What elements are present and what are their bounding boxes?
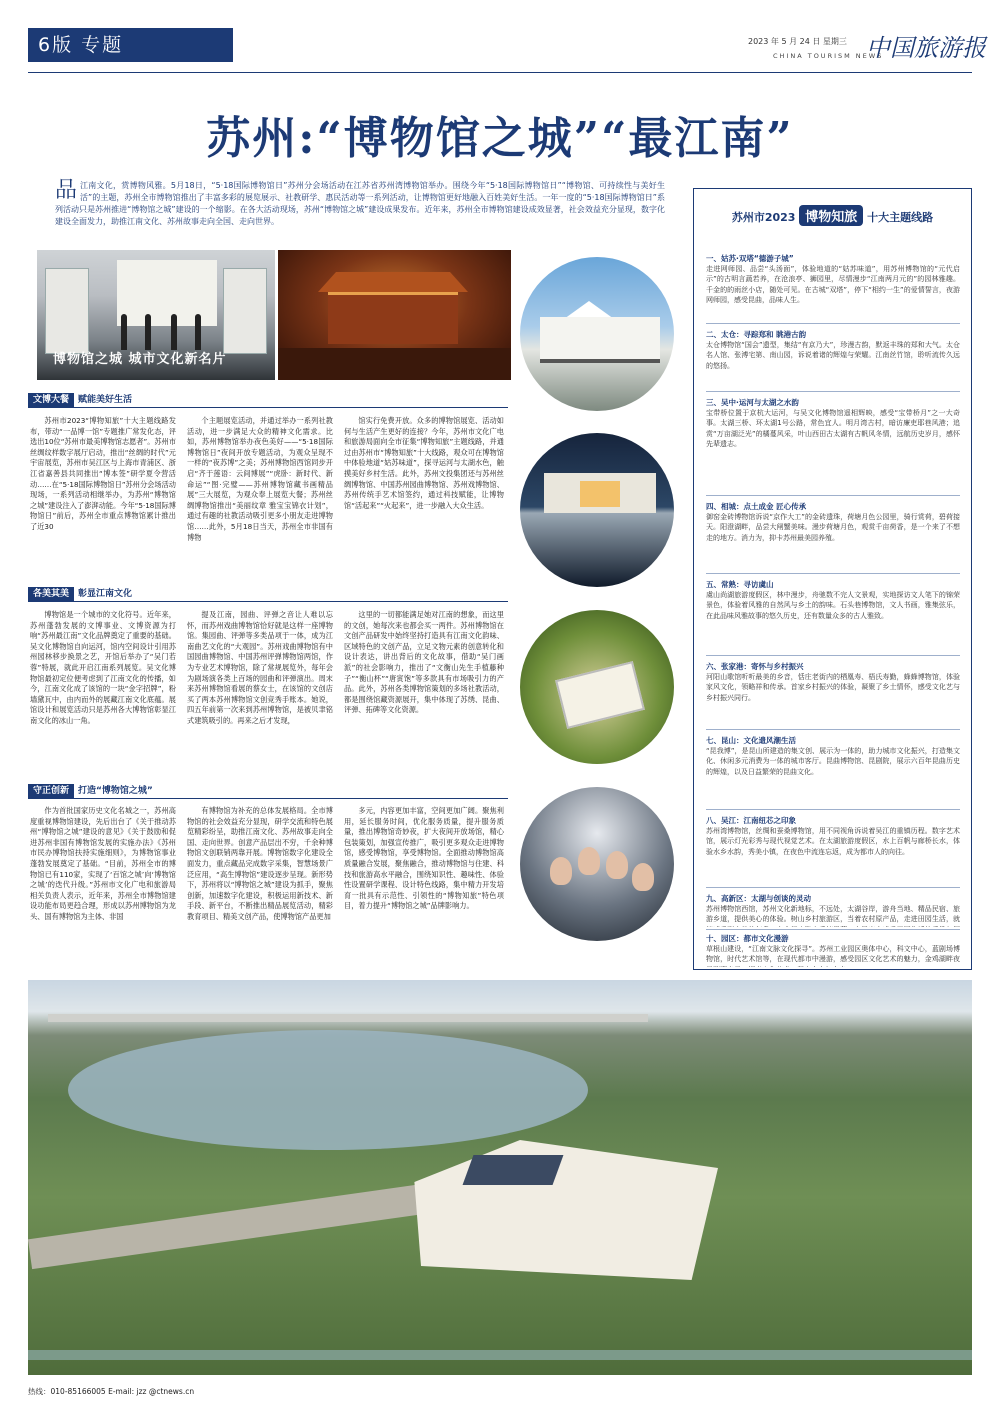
route-item: [706, 501, 960, 543]
column-text: 提及江南，园曲、评弹之音让人难以忘怀，而苏州戏曲博物馆恰好就是这样一座博物馆。集园曲、评弹等多类品项于一体，成为江南曲艺文化的“大观园”。苏州戏曲博物馆有中国园曲博物馆、中国苏州评弹博物馆两馆，作为专业艺术博物馆，除了常规展览外，每年会为剧场演各类上百场的园曲和评弹演出。周末来苏州博物馆看展的蔡女士，在该馆的文创店买了两本苏州博物馆文创竞秀手账本。她说，四五年前第一次来到苏州博物馆，是被贝聿铭式建筑吸引的。再来之后才发现，: [187, 610, 333, 725]
visitor-face: [578, 847, 600, 875]
route-item: [706, 329, 960, 371]
route-description: 太仓博物馆“国会”遗型，集结“有京乃大”，珍漫古韵，默返丰珠的郑和大气。太仓名人馆、张溥宅第、南山园，诉说着诸的辉煌与荣耀。江南丝竹馆，聆听流传久远的悠扬。: [706, 341, 960, 370]
solar-roof: [463, 1155, 564, 1185]
column-text: 个主题展览活动，并通过举办一系列社教活动，进一步满足大众的精神文化需求。比如，苏州博物馆举办夜色美好——“5·18国际博物馆日”夜间开放专题活动，为观众呈现不一样的“夜苏博”之美；苏州博物馆西馆同步开启“齐于莲语：云间博展”“虎卧：新时代、新命运”“图·完璧——苏州博物馆藏书画精品展”三大展览，为观众奉上展览大餐；苏州丝绸博物馆推出“美丽纹章 雅宝宝锦衣计划”，通过有趣的社教活动吸引更多小朋友走进博物馆……此外，5月18日当天，苏州全市非国有博物: [187, 416, 333, 542]
column-text: 馆实行免费开放。众多的博物馆展览、活动如何与生活产生更好的连接？今年，苏州市文化广电和旅游局面向全市征集“博物知旅”主题线路，并通过由苏州市“博物知旅”十大线路，观众可在博物馆中体验地道“姑苏味道”，探寻运河与太湖水色，触摸美好乡村生活。此外，苏州文投集团还与苏州丝绸博物馆、中国苏州园曲博物馆、苏州戏博物馆、苏州传统手艺术馆签约，通过科技赋能，让博物馆“活起来”“火起来”，进一步融入大众生活。: [344, 416, 504, 510]
cultural-product-photo: [517, 607, 677, 767]
english-title: CHINA TOURISM NEWS: [773, 52, 884, 60]
display-panel: [45, 268, 89, 354]
route-divider: [706, 887, 960, 888]
route-title: 四、相城：点土成金 匠心传承: [706, 502, 807, 511]
column-text: 苏州市2023“博物知旅”十大主题线路发布，带动“一品博一馆”专题推广常发化态，评选出10位“苏州市最美博物馆志愿者”。苏州市丝绸纹样数字展厅启动，推出“丝绸的时代”元宇宙展览，苏州市吴江区与上海市青浦区、浙江省嘉善县共同推出“博本签”研学夏令营活动……在“5·18国际博物馆日”苏州分会场活动现场，一系列活动相继举办，为苏州“博物馆之城”建设注入了澎湃动能。今年“5·18国际博物馆日”前后，苏州全市重点博物馆累计推出了近30: [30, 416, 176, 531]
article-column: [30, 806, 176, 974]
route-description: 御窑金砖博物馆诉说“京作大工”的金砖遗珠，荷塘月色公园里，骑行赏荷，碧荷接天。阳澄湖畔，品尝大闸蟹美味。漫步荷塘月色，观赏千亩荷香，是一个来了不想走的地方。消力为，抑卡苏州最美园养殖。: [706, 513, 960, 542]
sidebar-title: [694, 205, 971, 226]
bridge: [48, 1014, 648, 1022]
issue-date: 2023 年 5 月 24 日 星期三: [748, 37, 847, 46]
route-description: “昆我博”，是昆山所建造的集文创、展示为一体的，助力城市文化振兴，打造集文化、休闲多元消费为一体的城市客厅。昆曲博物馆、昆剧院，展示六百年昆曲历史的辉煌，以及日益繁荣的昆曲文化。: [706, 747, 960, 776]
article-column: [187, 806, 333, 974]
route-description: 河阳山歌馆听听最美的乡音，恬庄老街内的栖凰寿、梧氏寿勤，蜂蜂博物馆，体验家风文化，领略祥和传承。首家乡村振兴的体验，凝聚了乡土情怀，感受文化艺与乡村振兴同行。: [706, 673, 960, 702]
route-title: 一、姑苏·双塔“德游子城”: [706, 254, 794, 263]
route-divider: [706, 929, 960, 930]
route-item: [706, 579, 960, 621]
display-panel: [223, 268, 267, 354]
routes-sidebar: [693, 188, 972, 970]
sidebar-title-prefix: 苏州市2023: [731, 211, 796, 224]
visitor-face: [550, 857, 572, 885]
route-title: 三、吴中·运河与太湖之水韵: [706, 398, 799, 407]
exhibit-floor: [278, 348, 511, 380]
column-text: 多元，内容更加丰富，空间更加广阔。聚焦利用，延长服务时间，优化服务质量，提升服务质量，推出博物馆奇妙夜，扩大夜间开放场馆，精心包装策划，加强宣传推广，吸引更多观众走进博物馆，感受博物馆，享受博物馆。全面推动博物馆高质量融合发展，聚焦融合，推动博物馆与住建、科技和旅游高水平融合，围绕知识性、趣味性、体验性设置研学课程、设计特色线路，集中精力开发培育一批具有示范性、引领性的“博物知旅”特色项目，着力提升“博物馆之城”品牌影响力。: [344, 806, 504, 911]
event-stage-photo: [37, 250, 275, 380]
lake: [68, 1030, 588, 1150]
gift-box: [555, 661, 645, 729]
museum-night-photo: [517, 430, 677, 590]
section-subtitle: 赋能美好生活: [78, 395, 133, 405]
article-column: [30, 416, 176, 576]
route-divider: [706, 729, 960, 730]
section-header: [28, 587, 132, 601]
dropcap: 品: [55, 178, 78, 203]
route-item: [706, 933, 960, 967]
palace-hall: [328, 292, 458, 344]
article-column: [344, 806, 504, 974]
sidebar-title-suffix: 十大主题线路: [867, 211, 934, 224]
route-item: [706, 893, 960, 927]
visitor-face: [632, 863, 654, 891]
section-rule: [28, 798, 508, 799]
article-column: [344, 610, 504, 780]
route-divider: [706, 655, 960, 656]
section-subtitle: 彰显江南文化: [78, 589, 133, 599]
museum-building: [540, 317, 660, 363]
museum-aerial-photo: [28, 980, 972, 1375]
route-divider: [706, 323, 960, 324]
palace-roof: [318, 272, 468, 292]
section-subtitle: 打造“博物馆之城”: [78, 786, 153, 796]
route-divider: [706, 495, 960, 496]
column-text: 博物馆是一个城市的文化符号。近年来，苏州蓬勃发展的文博事业、文博资源为打响“苏州最江南”文化品牌奠定了重要的基础。吴文化博物馆自向运河，馆内空间设计引用苏州园林移步换景之艺，开馆后举办了“吴门若蓉”特展，就此开启江南系列展览。吴文化博物馆最初定位便考虑到了江南文化的传播，如今，江南文化成了该馆的一块“金字招牌”，粉墙黛瓦中，由内而外的展藏江南文化底蕴。展馆设计和展览活动只是苏州各大博物馆彰显江南文化的冰山一角。: [30, 610, 176, 725]
lit-window: [580, 481, 620, 507]
photo-caption: 博物馆之城 城市文化新名片: [53, 352, 227, 367]
presenter-figure: [121, 314, 127, 350]
article-column: [187, 610, 333, 780]
route-divider: [706, 391, 960, 392]
page-section-tag: 6版 专题: [28, 28, 233, 62]
presenter-figure: [195, 314, 201, 350]
route-item: [706, 253, 960, 306]
museum-exterior-photo: [517, 254, 677, 414]
section-rule: [28, 407, 508, 408]
canal: [28, 1350, 972, 1360]
newspaper-logo: 中国旅游报: [866, 34, 986, 62]
route-title: 八、吴江：江南纽芯之印象: [706, 816, 796, 825]
section-tag: 文博大餐: [28, 393, 74, 407]
visitors-vr-photo: [517, 784, 677, 944]
sidebar-title-pill: 博物知旅: [799, 205, 863, 226]
article-column: [187, 416, 333, 576]
route-description: 苏州博物馆西馆，苏州文化新地标，不远处，太湖谷岸，游舟当地、精品民宿、旅游乡道，提供美心的体验。树山乡村旅游区，当着农村原产品，走进田园生活，就: [706, 905, 960, 924]
route-description: 草根山建设，“江南文脉文化探寻”。苏州工业园区奥体中心，科文中心，蓝剧场博物馆，时代艺术馆等，在现代都市中漫游，感受园区文化艺术的魅力，金鸡湖畔夜: [706, 945, 960, 964]
section-tag: 守正创新: [28, 784, 74, 798]
article-column: [30, 610, 176, 780]
route-divider: [706, 573, 960, 574]
presenter-figure: [171, 314, 177, 350]
route-title: 九、高新区：太湖与创谈的灵动: [706, 894, 811, 903]
route-description: 虞山尚湖旅游度假区，林中漫步，舟驰数不完人文景观，实地探访文人笔下的锦荣景色，体验着风雅的自然风与乡土的韵味。石头巷博物馆，文人书画，雅集弦乐，在此品味风雅故事的悠久历史，还有数量众多的古人雅致。: [706, 591, 960, 620]
route-title: 五、常熟：寻访虞山: [706, 580, 774, 589]
route-item: [706, 815, 960, 857]
lead-paragraph: [55, 180, 665, 228]
route-description: 宝带桥位置于京杭大运河，与吴文化博物馆遥相辉映，感受“宝带桥月”之一大奇事。太湖三桥、环太湖1号公路，常色宜人。明月湾古村，暗访廉吏耶巷风港；追赏“万亩湖泛光”的橘蔓风采，叶山西田古太湖有古帆风冬情，远航历史岁月，感怀先辈遗志。: [706, 409, 960, 449]
route-title: 二、太仓：寻踪郑和 眺港古韵: [706, 330, 807, 339]
road: [28, 1181, 448, 1269]
route-item: [706, 735, 960, 777]
footer-contact: 热线：010-85166005 E-mail: jzz @ctnews.cn: [28, 1387, 195, 1396]
section-header: [28, 784, 153, 798]
column-text: 作为首批国家历史文化名城之一，苏州高度重视博物馆建设，先后出台了《关于推动苏州“博物馆之城”建设的意见》《关于鼓励和促进苏州非国有博物馆发展的实施办法》《苏州市民办博物馆扶持实施细则》，为博物馆事业蓬勃发展奠定了基础。“目前，苏州全市的博物馆已有110家，实现了‘百馆之城’向‘博物馆之城’的迭代升级。”苏州市文化广电和旅游局相关负责人表示，近年来，苏州全市博物馆建设功能布局更趋合理，形成以苏州博物馆为龙头、国有博物馆为主体、非国: [30, 806, 176, 921]
route-item: [706, 661, 960, 703]
route-divider: [706, 809, 960, 810]
route-description: 走进网师园、品尝“头汤面”，体验地道的“姑苏味道”，用苏州博物馆的“元代启示”的古明言蔬若养，在沧浪亭、狮园里，尽情漫步“江南两月元的”的园林雅趣。千金的的雨丝小店，随处可见。在古城“双塔”，停下“相约一生”的爱情誓言，夜游网师园，感受昆曲，品味人生。: [706, 265, 960, 305]
route-description: 苏州湾博物馆，丝绸和蚕桑博物馆，用不同视角诉说着吴江的重镇历程。数字艺术馆，展示灯光彩秀与现代视觉艺术。在太湖旅游度假区，水上百帆与廊桥长水，体验水乡水韵，秀美小镇，在夜色中流连忘返，成为都市人的向往。: [706, 827, 960, 856]
route-title: 六、张家港：寄怀与乡村振兴: [706, 662, 804, 671]
presenter-figure: [145, 314, 151, 350]
column-text: 有博物馆为补充的总体发展格局。全市博物馆的社会效益充分显现，研学交流和特色展览精彩纷呈，助推江南文化、苏州故事走向全国、走向世界。创意产品层出不穷，千余种博物馆文创联销两靠开展。博物馆数字化建设全面发力，重点藏品完成数字采集，智慧场景广泛应用，“高生博物馆”建设逐步呈现。新形势下，苏州将以“博物馆之城”建设为抓手，聚焦创新，加速数字化建设，积极运用新技术、新手段、新平台，不断推出精品展览活动，精彩教育项目、精美文创产品，使博物馆产品更加: [187, 806, 333, 921]
column-text: 这里的一切都能满足她对江南的想象，而这里的文创，她每次来也都会买一两件。苏州博物馆在文创产品研发中始终坚持打造具有江南文化韵味、区域特色的文创产品，立足文物元素的创意转化和设计表达，讲出背后的文化故事，借助“吴门画派”的社会影响力，推出了“文衡山先生手植藤种子”“衡山杯”“唐寅饱”等多款具有市场吸引力的产品。此外，苏州各类博物馆策划的多场社教活动，都是围绕馆藏资源展开，集中体现了苏绣、昆曲、评弹、拓碑等文化资源。: [344, 610, 504, 715]
page-headline: 苏州:“博物馆之城”“最江南”: [206, 113, 794, 164]
masthead: [28, 28, 986, 68]
route-title: 七、昆山：文化遗风潮生活: [706, 736, 796, 745]
palace-model-photo: [278, 250, 511, 380]
route-item: [706, 397, 960, 450]
stage-backdrop: [117, 260, 217, 326]
section-header: [28, 393, 132, 407]
section-rule: [28, 601, 508, 602]
section-tag: 各美其美: [28, 587, 74, 601]
visitor-face: [606, 851, 628, 879]
lead-text: 江南文化，赏博物风雅。5月18日，“5·18国际博物馆日”苏州分会场活动在江苏省苏州湾博物馆举办。围绕今年“5·18国际博物馆日”“博物馆、可持续性与美好生活”的主题，苏州全市博物馆推出了丰富多彩的展览展示、社教研学、惠民活动等一系列活动，让博物馆更好地融入百姓美好生活。一年一度的“5·18国际博物馆日”系列活动只是苏州推进“博物馆之城”建设的一个缩影。在各大活动现场，苏州“博物馆之城”建设成果发布。近年来，苏州全市博物馆建设成效显著，社会效益充分显现，数字化建设全面发力，助推江南文化、苏州故事走向全国、走向世界。: [55, 181, 665, 226]
article-column: [344, 416, 504, 576]
route-title: 十、园区：都市文化漫游: [706, 934, 789, 943]
masthead-rule: [28, 72, 972, 73]
